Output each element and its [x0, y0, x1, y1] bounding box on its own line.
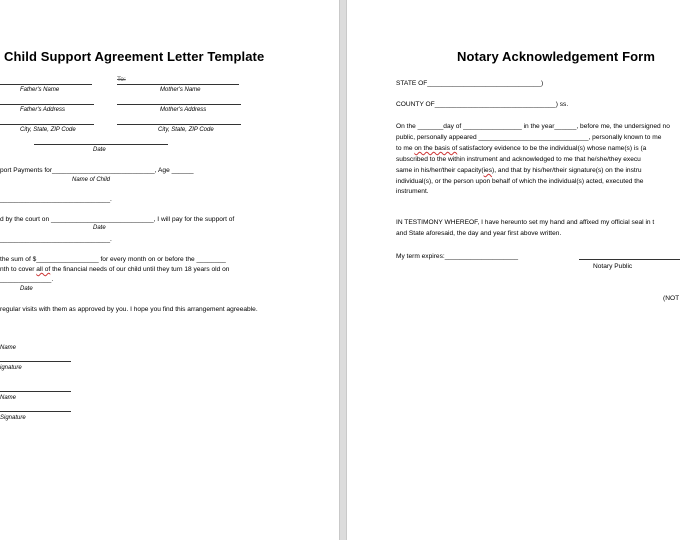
p3-post: satisfactory evidence to be the individual(s) whose name(s) is (a — [457, 145, 647, 152]
county-of-line: COUNTY OF_________________________________) ss. — [396, 101, 569, 108]
fathers-name-line — [0, 84, 92, 85]
mothers-address-label: Mother's Address — [160, 107, 207, 113]
name-label-1: Name — [0, 345, 17, 351]
paragraph-line-2: public, personally appeared ______________________________, personally known to me — [396, 134, 662, 141]
name-of-child-label: Name of Child — [72, 177, 111, 183]
mothers-city-label: City, State, ZIP Code — [158, 127, 214, 133]
notary-signature-line — [579, 259, 680, 260]
p5-ies: ies — [483, 167, 493, 174]
support-payments-line: port Payments for____________________________, Age ______ — [0, 167, 194, 174]
date-line — [34, 144, 168, 145]
sum-line: the sum of $_________________ for every month on or before the ________ — [0, 256, 226, 263]
fathers-city-label: City, State, ZIP Code — [20, 127, 76, 133]
blank-line-2: ______________________________. — [0, 236, 112, 243]
date-label: Date — [93, 147, 106, 153]
name-label-2: Name — [0, 395, 17, 401]
document-page-left — [0, 0, 339, 540]
fathers-address-label: Father's Address — [20, 107, 65, 113]
signature-label-2: Signature — [0, 415, 26, 421]
term-expires-line: My term expires:____________________ — [396, 253, 519, 260]
document-page-right — [347, 0, 680, 540]
p5-post: ), and that by his/her/their signature(s) on the instru — [492, 167, 642, 174]
regular-visits-line: regular visits with them as approved by you. I hope you find this arrangement agreeable. — [0, 306, 258, 313]
p3-pre: to me — [396, 145, 415, 152]
page-title: Child Support Agreement Letter Template — [4, 49, 265, 64]
mothers-name-line — [117, 84, 239, 85]
signature-label-1: ignature — [0, 365, 22, 371]
name-line-2 — [0, 391, 71, 392]
mothers-address-line — [117, 104, 241, 105]
notary-title: Notary Acknowledgement Form — [457, 49, 655, 64]
cover-needs-line — [0, 266, 229, 273]
signature-line-1 — [0, 361, 71, 362]
court-date-label: Date — [93, 225, 106, 231]
paragraph-line-6: individual(s), or the person upon behalf of which the individual(s) acted, executed the — [396, 178, 644, 185]
notary-public-label: Notary Public — [593, 263, 633, 270]
to-label: To: — [117, 76, 126, 83]
state-of-line: STATE OF_______________________________) — [396, 80, 544, 87]
cover-all-of: all of — [36, 266, 51, 273]
paragraph-line-5 — [396, 167, 642, 174]
paragraph-line-7: instrument. — [396, 188, 429, 195]
cover-prefix: nth to cover — [0, 266, 37, 273]
testimony-line-2: and State aforesaid, the day and year first above written. — [396, 230, 562, 237]
p3-on-basis-of: on the basis of — [414, 145, 458, 152]
fathers-address-line — [0, 104, 94, 105]
page-gap — [339, 0, 347, 540]
p5-pre: same in his/her/their capacity( — [396, 167, 484, 174]
blank-line-3: ______________. — [0, 276, 54, 283]
blank-line-1: ______________________________. — [0, 196, 112, 203]
paragraph-line-1: On the _______day of ________________ in the year______, before me, the undersigned no — [396, 123, 670, 130]
end-date-label: Date — [20, 286, 33, 292]
mothers-name-label: Mother's Name — [160, 87, 201, 93]
cover-suffix: the financial needs of our child until they turn 18 years old on — [50, 266, 230, 273]
signature-line-2 — [0, 411, 71, 412]
fathers-name-label: Father's Name — [20, 87, 60, 93]
paragraph-line-3 — [396, 145, 646, 152]
mothers-city-line — [117, 124, 241, 125]
court-order-line: d by the court on ____________________________, I will pay for the support of — [0, 216, 235, 223]
notary-seal-label: (NOT — [663, 295, 680, 302]
fathers-city-line — [0, 124, 94, 125]
paragraph-line-4: subscribed to the within instrument and acknowledged to me that he/she/they execu — [396, 156, 641, 163]
testimony-line-1: IN TESTIMONY WHEREOF, I have hereunto set my hand and affixed my official seal in t — [396, 219, 655, 226]
